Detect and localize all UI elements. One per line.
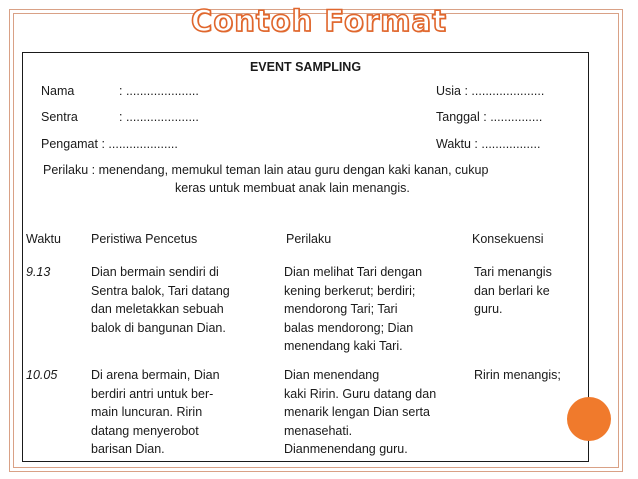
row-2-behavior: Dian menendang kaki Ririn. Guru datang dan menarik lengan Dian serta menasehati. Dianmenendang guru.: [284, 368, 437, 456]
table-header-perilaku: Perilaku: [286, 232, 332, 246]
usia-field: Usia : .....................: [436, 84, 545, 98]
decorative-orange-circle: [567, 397, 611, 441]
row-1-trigger: Dian bermain sendiri di Sentra balok, Tari datang dan meletakkan sebuah balok di bangunan Dian.: [91, 265, 230, 335]
row-2-trigger: Di arena bermain, Dian berdiri antri untuk ber- main luncuran. Ririn datang menyerobot barisan Dian.: [91, 368, 220, 456]
table-header-waktu: Waktu: [26, 232, 61, 246]
table-header-konsekuensi: Konsekuensi: [472, 232, 544, 246]
sentra-value: : .....................: [119, 110, 199, 124]
nama-value: : .....................: [119, 84, 199, 98]
row-2-time: 10.05: [26, 368, 58, 382]
event-sampling-form: [22, 52, 589, 462]
form-heading: EVENT SAMPLING: [249, 60, 362, 74]
row-1-time: 9.13: [26, 265, 51, 279]
waktu-field: Waktu : .................: [436, 137, 541, 151]
perilaku-line-2: keras untuk membuat anak lain menangis.: [175, 181, 410, 195]
tanggal-field: Tanggal : ...............: [436, 110, 543, 124]
row-2-consequence: Ririn menangis;: [474, 368, 561, 382]
row-1-consequence: Tari menangis dan berlari ke guru.: [474, 265, 552, 316]
perilaku-line-1: Perilaku : menendang, memukul teman lain atau guru dengan kaki kanan, cukup: [43, 163, 489, 177]
row-1-behavior: Dian melihat Tari dengan kening berkerut; berdiri; mendorong Tari; Tari balas mendorong; Dian menendang kaki Tari.: [284, 265, 423, 353]
pengamat-field: Pengamat : ....................: [41, 137, 178, 151]
sentra-label: Sentra: [41, 110, 78, 124]
nama-label: Nama: [41, 84, 75, 98]
table-header-peristiwa: Peristiwa Pencetus: [91, 232, 198, 246]
slide-title: Contoh Format: [191, 4, 447, 38]
